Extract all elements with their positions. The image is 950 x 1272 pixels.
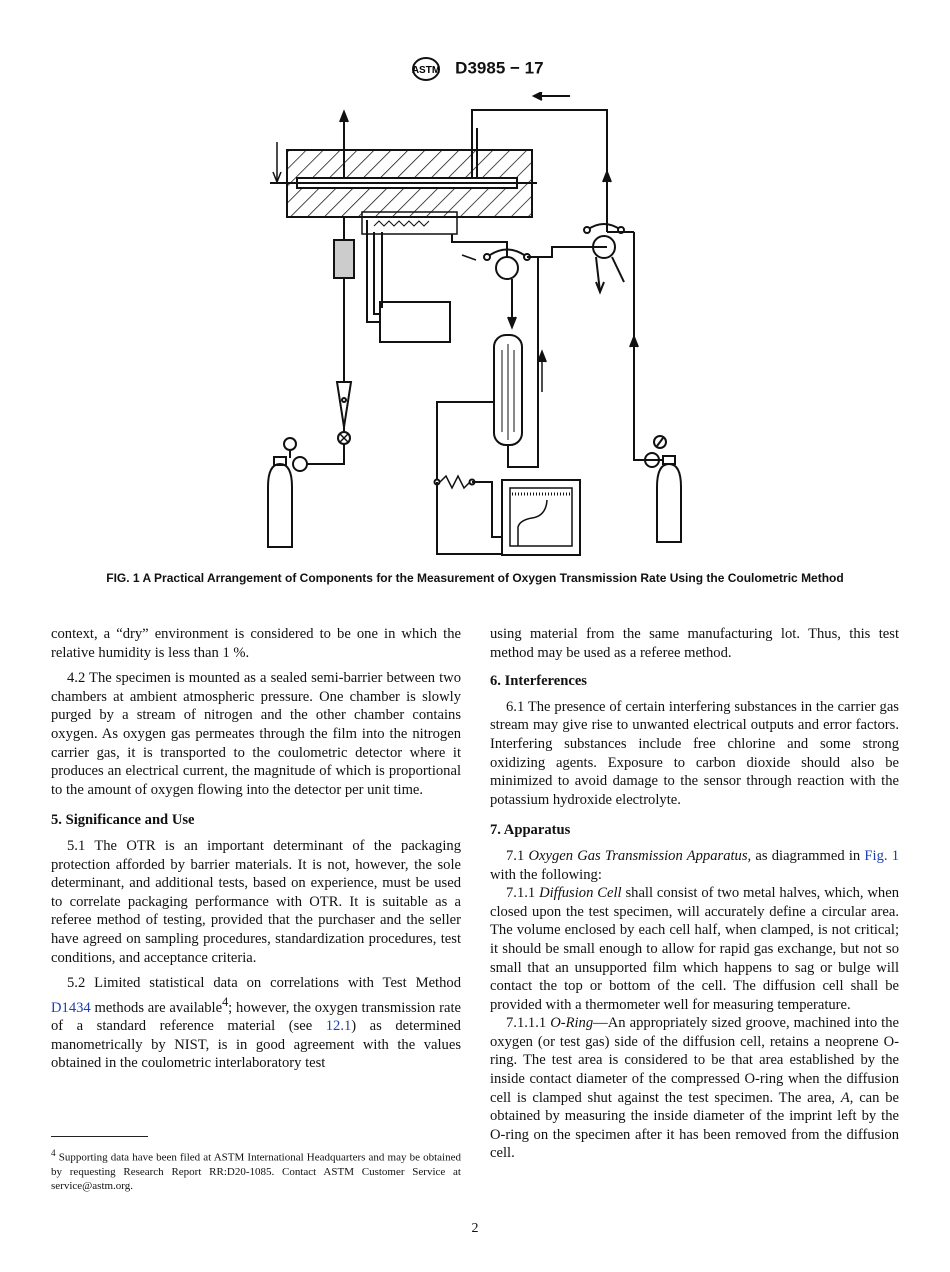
link-12-1[interactable]: 12.1 [325,1018,352,1035]
link-fig-1[interactable]: Fig. 1 [864,847,900,864]
paragraph-6-1: 6.1 The presence of certain interfering substances in the carrier gas stream may give rise to unwanted electrical outputs and error factors. Interfering substances include free chlorine and some strong oxidizing agents. Exposure to carbon dioxide should also be minimized to avoid damage to the sensor through reaction with the potassium hydroxide electrolyte. [490,698,899,808]
page-header [0,56,950,82]
paragraph-7-1-1: 7.1.1 Diffusion Cell shall consist of two metal halves, which, when closed upon the test specimen, will accurately define a circular area. The volume enclosed by each cell half, when clamped, is not critical; it should be small enough to allow for rapid gas exchange, but not so small that an unsupported film which happens to sag or bulge will contact the top or bottom of the cell. The diffusion cell shall be provided with a thermometer well for measuring temperature. [490,885,899,1013]
section-6-heading: 6. Interferences [490,673,587,690]
left-column [51,625,461,1080]
paragraph-7-1: 7.1 Oxygen Gas Transmission Apparatus, as diagrammed in Fig. 1 with the following: [490,847,900,883]
page-number: 2 [471,1221,479,1236]
paragraph-4-2: 4.2 The specimen is mounted as a sealed semi-barrier between two chambers at ambient atmospheric pressure. One chamber is slowly purged by a stream of nitrogen and the other chamber contains oxygen. As oxygen gas permeates through the film into the nitrogen carrier gas, it is transported to the coulometric detector where it produces an electrical current, the magnitude of which is proportional to the amount of oxygen flowing into the detector per unit time. [51,670,461,798]
svg-text:ASTM: ASTM [412,65,441,76]
figure-caption: FIG. 1 A Practical Arrangement of Components for the Measurement of Oxygen Transmission Rate Using the Coulometric Method [106,571,844,585]
paragraph-context: context, a “dry” environment is considered to be one in which the relative humidity is less than 1 %. [51,626,461,661]
link-d1434[interactable]: D1434 [51,999,91,1016]
figure-1-diagram [262,92,682,567]
footnote-divider [51,1136,148,1137]
paragraph-5-1: 5.1 The OTR is an important determinant of the packaging protection afforded by barrier materials. It is not, however, the sole determinant, and additional tests, based on experience, must be used to correlate packaging performance with OTR. It is suitable as a referee method of testing, provided that the purchaser and the seller have agreed on sampling procedures, standardization procedures, test conditions, and acceptance criteria. [51,837,461,966]
footnote-ref: 4 [222,994,229,1009]
footnote: $^4$ Supporting data have been filed at ASTM International Headquarters and may be obtained by requesting Research Report RR:D20-1085. Contact ASTM Customer Service at service@astm.org. [51,1148,461,1192]
paragraph-7-1-1-1: 7.1.1.1 O-Ring—An appropriately sized groove, machined into the oxygen (or test gas) side of the diffusion cell, retains a neoprene O-ring. The test area is considered to be that area established by the inside contact diameter of the compressed O-ring when the diffusion cell is clamped shut against the test specimen. The area, A, can be obtained by measuring the inside diameter of the imprint left by the O-ring on the specimen after it has been removed from the diffusion cell. [490,1015,900,1162]
section-7-heading: 7. Apparatus [490,822,571,839]
paragraph-5-2: 5.2 Limited statistical data on correlations with Test Method D1434 methods are available$^4$; however, the oxygen transmission rate of a standard reference material (see 12.1) as determined manometrically by NIST, is in good agreement with the values obtained in the coulometric interlaboratory test [51,975,461,1072]
paragraph-continued: using material from the same manufacturing lot. Thus, this test method may be used as a referee method. [490,626,899,661]
right-column [490,625,899,1170]
diffusion-cell [270,142,537,217]
section-5-heading: 5. Significance and Use [51,812,195,829]
document-id: D3985 − 17 [455,58,544,78]
astm-logo-icon [406,56,446,82]
